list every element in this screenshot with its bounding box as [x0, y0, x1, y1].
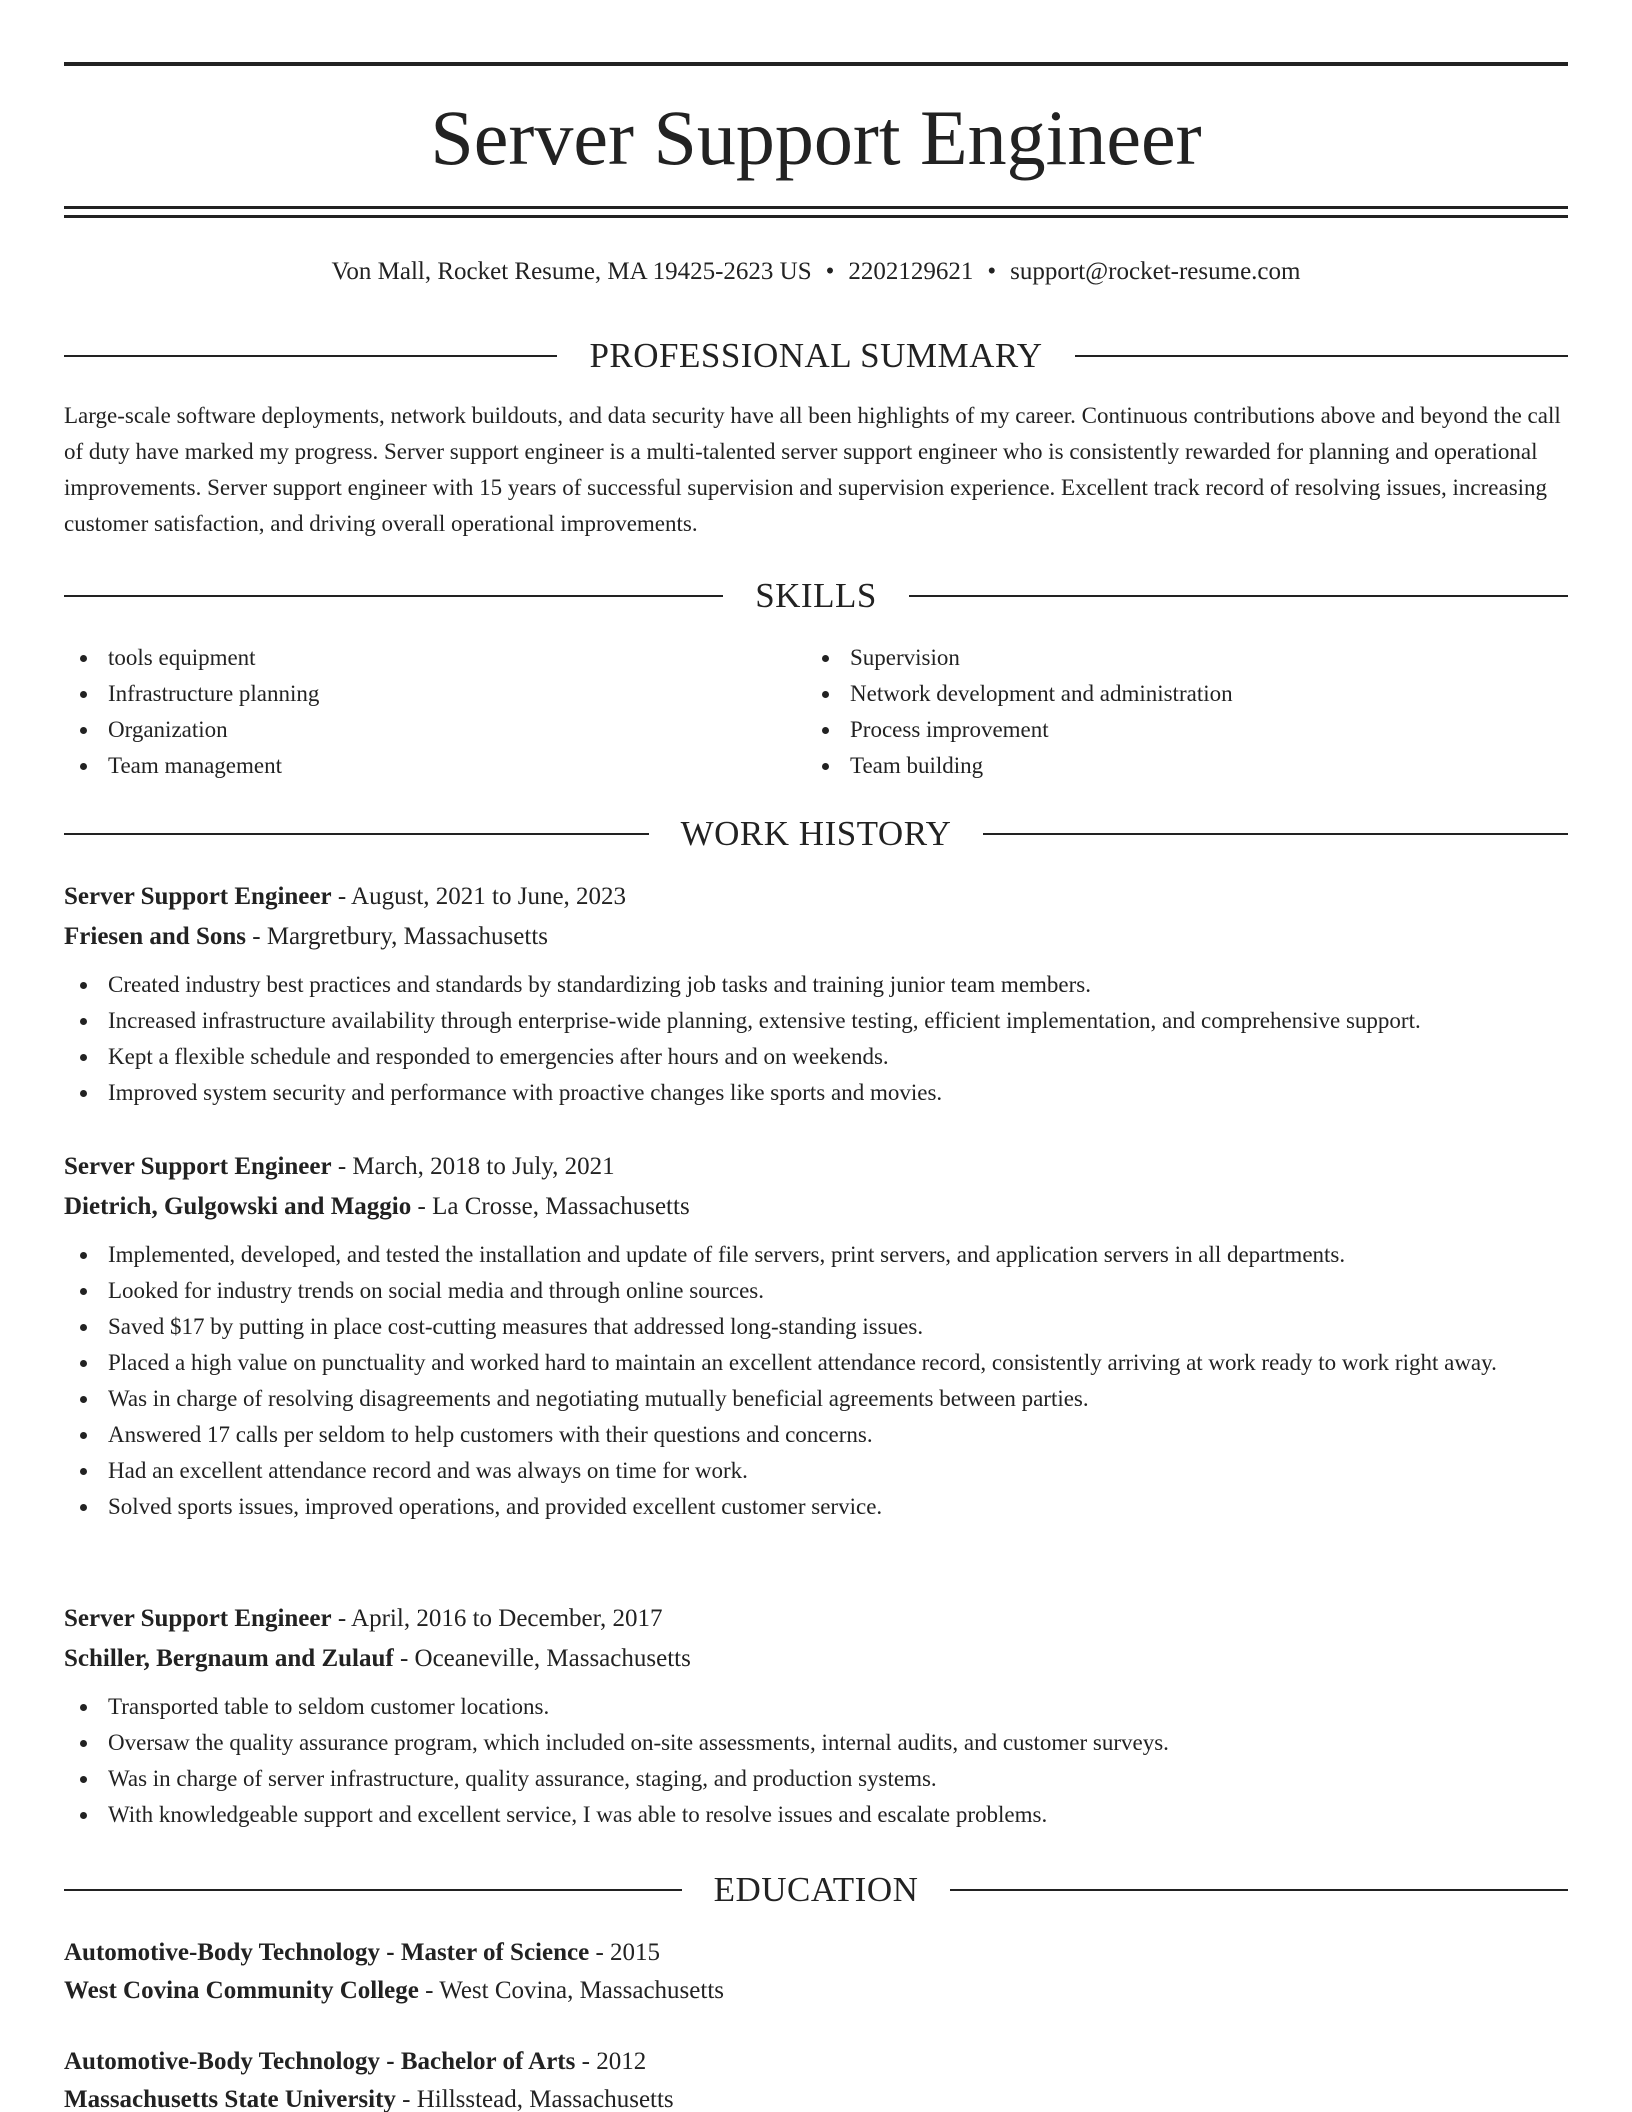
- job-entry: [64, 877, 1568, 1111]
- job-entry: [64, 1599, 1568, 1833]
- education-degree: Master of Science: [400, 1939, 590, 1966]
- dash: -: [411, 1193, 433, 1220]
- job-bullet: Was in charge of server infrastructure, quality assurance, staging, and production systems.: [64, 1761, 1568, 1797]
- skill-item: Supervision: [806, 640, 1548, 676]
- job-bullets: [64, 1237, 1568, 1525]
- job-bullet: Improved system security and performance with proactive changes like sports and movies.: [64, 1075, 1568, 1111]
- job-bullet: Oversaw the quality assurance program, which included on-site assessments, internal audits, and customer surveys.: [64, 1725, 1568, 1761]
- skill-item: Team building: [806, 748, 1548, 784]
- job-dates: April, 2016 to December, 2017: [351, 1605, 663, 1632]
- education-location: West Covina, Massachusetts: [439, 1977, 724, 2004]
- job-bullet: Placed a high value on punctuality and worked hard to maintain an excellent attendance record, consistently arriving at work ready to work right away.: [64, 1345, 1568, 1381]
- job-bullet: Had an excellent attendance record and was always on time for work.: [64, 1453, 1568, 1489]
- education-year: 2012: [596, 2048, 647, 2075]
- skills-column-right: [806, 640, 1548, 784]
- job-title-line: [64, 877, 1568, 917]
- education-entry: [64, 2043, 1568, 2112]
- dash: -: [331, 1605, 352, 1632]
- section-title: SKILLS: [755, 576, 877, 615]
- dash: -: [245, 923, 267, 950]
- page-title: Server Support Engineer: [430, 94, 1202, 181]
- job-company: Friesen and Sons: [64, 923, 246, 950]
- job-bullet: Created industry best practices and standards by standardizing job tasks and training junior team members.: [64, 967, 1568, 1003]
- summary-heading: [64, 334, 1568, 378]
- section-title: EDUCATION: [713, 1870, 919, 1909]
- work-history-heading: [64, 812, 1568, 856]
- contact-phone[interactable]: 2202129621: [848, 258, 974, 285]
- dash: -: [380, 2048, 401, 2075]
- heading-rule-left: [64, 595, 723, 597]
- job-bullet: With knowledgeable support and excellent service, I was able to resolve issues and escalate problems.: [64, 1797, 1568, 1833]
- education-location: Hillsstead, Massachusetts: [416, 2086, 674, 2112]
- education-degree: Bachelor of Arts: [400, 2048, 576, 2075]
- contact-line: [64, 254, 1568, 290]
- job-title-line: [64, 1147, 1568, 1187]
- degree-line: [64, 2043, 1568, 2081]
- job-title: Server Support Engineer: [64, 1605, 332, 1632]
- heading-rule-left: [64, 355, 557, 357]
- skills-list: [64, 640, 1568, 784]
- education-field: Automotive-Body Technology: [64, 1939, 381, 1966]
- dash: -: [575, 2048, 597, 2075]
- job-title: Server Support Engineer: [64, 883, 332, 910]
- job-bullet: Looked for industry trends on social media and through online sources.: [64, 1273, 1568, 1309]
- skill-item: tools equipment: [64, 640, 806, 676]
- job-bullets: [64, 967, 1568, 1111]
- heading-rule-right: [983, 833, 1568, 835]
- job-bullet: Was in charge of resolving disagreements and negotiating mutually beneficial agreements between parties.: [64, 1381, 1568, 1417]
- job-dates: August, 2021 to June, 2023: [351, 883, 627, 910]
- education-entry: [64, 1934, 1568, 2010]
- job-company-line: [64, 1187, 1568, 1227]
- contact-separator: •: [825, 258, 835, 285]
- job-company-line: [64, 917, 1568, 957]
- contact-email[interactable]: support@rocket-resume.com: [1010, 258, 1301, 285]
- contact-separator: •: [987, 258, 997, 285]
- school-line: [64, 2081, 1568, 2112]
- dash: -: [589, 1939, 611, 1966]
- title-rule-upper: [64, 206, 1568, 209]
- skill-item: Infrastructure planning: [64, 676, 806, 712]
- job-bullet: Saved $17 by putting in place cost-cutting measures that addressed long-standing issues.: [64, 1309, 1568, 1345]
- dash: -: [418, 1977, 440, 2004]
- summary-text: Large-scale software deployments, network buildouts, and data security have all been highlights of my career. Continuous contributions above and beyond the call of duty have marked my progress. Server support engineer is a multi-talented server support engineer who is consistently rewarded for planning and operational improvements. Server support engineer with 15 years of successful supervision and supervision experience. Excellent track record of resolving issues, increasing customer satisfaction, and driving overall operational improvements.: [64, 403, 1561, 536]
- job-company: Schiller, Bergnaum and Zulauf: [64, 1645, 394, 1672]
- title-rule-lower: [64, 215, 1568, 218]
- job-bullet: Kept a flexible schedule and responded to emergencies after hours and on weekends.: [64, 1039, 1568, 1075]
- education-school: West Covina Community College: [64, 1977, 419, 2004]
- top-rule: [64, 62, 1568, 66]
- skills-heading: [64, 574, 1568, 618]
- job-bullet: Answered 17 calls per seldom to help customers with their questions and concerns.: [64, 1417, 1568, 1453]
- education-year: 2015: [610, 1939, 661, 1966]
- education-heading: [64, 1868, 1568, 1912]
- section-title: WORK HISTORY: [680, 814, 952, 853]
- job-location: La Crosse, Massachusetts: [432, 1193, 690, 1220]
- job-company: Dietrich, Gulgowski and Maggio: [64, 1193, 412, 1220]
- job-bullet: Transported table to seldom customer locations.: [64, 1689, 1568, 1725]
- degree-line: [64, 1934, 1568, 1972]
- education-field: Automotive-Body Technology: [64, 2048, 381, 2075]
- heading-rule-right: [1075, 355, 1568, 357]
- skill-item: Process improvement: [806, 712, 1548, 748]
- contact-address: Von Mall, Rocket Resume, MA 19425-2623 US: [331, 258, 812, 285]
- heading-rule-left: [64, 1889, 682, 1891]
- heading-rule-right: [909, 595, 1568, 597]
- job-bullet: Increased infrastructure availability through enterprise-wide planning, extensive testing, efficient implementation, and comprehensive support.: [64, 1003, 1568, 1039]
- skill-item: Organization: [64, 712, 806, 748]
- job-entry: [64, 1147, 1568, 1525]
- skills-column-left: [64, 640, 806, 784]
- job-location: Margretbury, Massachusetts: [266, 923, 549, 950]
- job-title: Server Support Engineer: [64, 1153, 332, 1180]
- dash: -: [395, 2086, 417, 2112]
- dash: -: [331, 1153, 353, 1180]
- dash: -: [331, 883, 352, 910]
- dash: -: [380, 1939, 401, 1966]
- dash: -: [393, 1645, 415, 1672]
- education-school: Massachusetts State University: [64, 2086, 396, 2112]
- school-line: [64, 1972, 1568, 2010]
- job-bullets: [64, 1689, 1568, 1833]
- section-title: PROFESSIONAL SUMMARY: [589, 336, 1043, 375]
- heading-rule-right: [950, 1889, 1568, 1891]
- skill-item: Network development and administration: [806, 676, 1548, 712]
- job-bullet: Implemented, developed, and tested the installation and update of file servers, print servers, and application servers in all departments.: [64, 1237, 1568, 1273]
- heading-rule-left: [64, 833, 649, 835]
- job-company-line: [64, 1639, 1568, 1679]
- job-bullet: Solved sports issues, improved operations, and provided excellent customer service.: [64, 1489, 1568, 1525]
- skill-item: Team management: [64, 748, 806, 784]
- job-title-line: [64, 1599, 1568, 1639]
- job-location: Oceaneville, Massachusetts: [414, 1645, 691, 1672]
- job-dates: March, 2018 to July, 2021: [352, 1153, 615, 1180]
